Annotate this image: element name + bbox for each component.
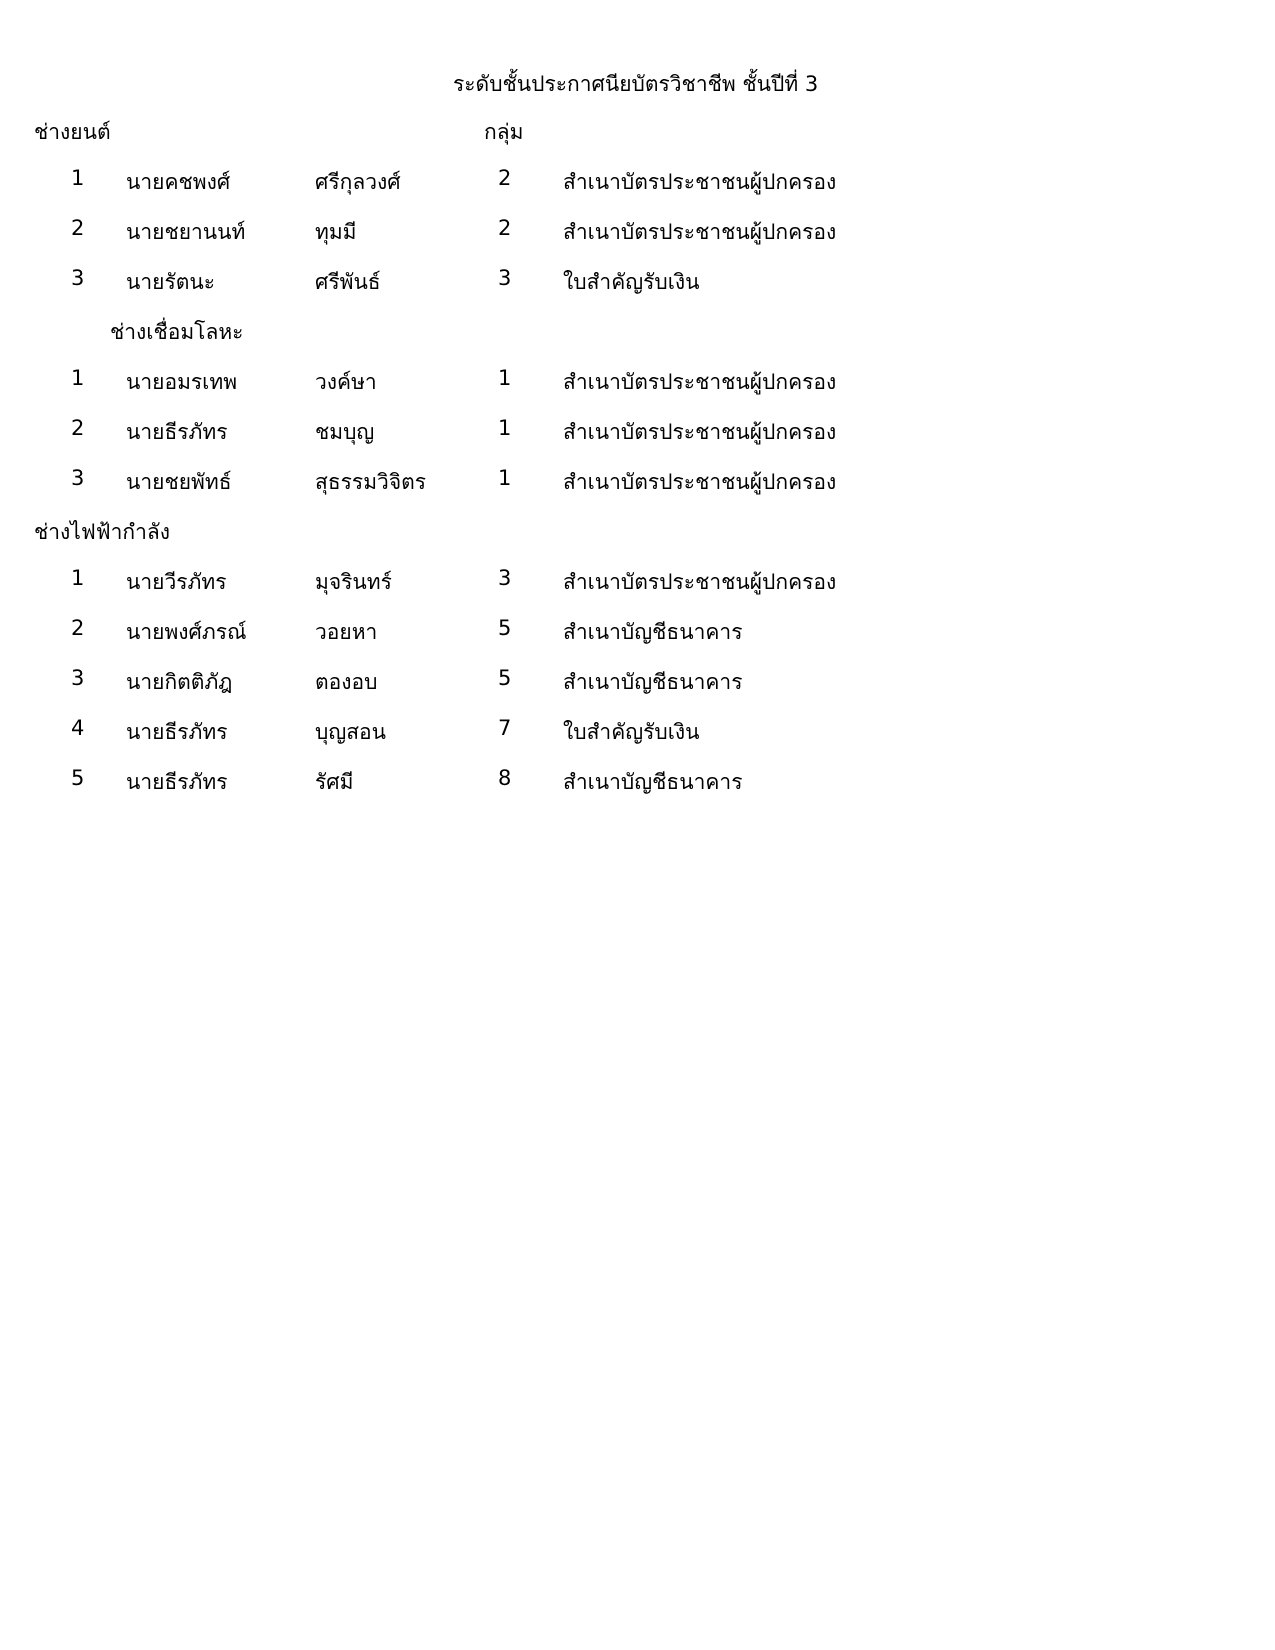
last-name: รัศมี xyxy=(315,770,354,794)
row-number: 4 xyxy=(71,716,85,740)
row-number: 2 xyxy=(71,616,85,640)
last-name: วงค์ษา xyxy=(315,370,377,394)
row-number: 1 xyxy=(71,366,85,390)
row-number: 1 xyxy=(71,566,85,590)
last-name: วอยหา xyxy=(315,620,378,644)
group-number: 7 xyxy=(498,716,512,740)
last-name: ทุมมี xyxy=(315,220,357,244)
page-title: ระดับชั้นประกาศนียบัตรวิชาชีพ ชั้นปีที่ 3 xyxy=(453,72,819,96)
table-row xyxy=(0,716,1275,746)
section-label-auto-mechanic: ช่างยนต์ xyxy=(34,120,111,144)
section-label-welding: ช่างเชื่อมโลหะ xyxy=(110,320,244,344)
first-name: นายกิตติภัฎ xyxy=(126,670,233,694)
group-column-header: กลุ่ม xyxy=(484,120,524,144)
group-number: 3 xyxy=(498,566,512,590)
row-number: 5 xyxy=(71,766,85,790)
first-name: นายธีรภัทร xyxy=(126,720,228,744)
table-row xyxy=(0,666,1275,696)
table-row xyxy=(0,266,1275,296)
first-name: นายพงศ์ภรณ์ xyxy=(126,620,247,644)
last-name: ศรีกุลวงศ์ xyxy=(315,170,401,194)
group-number: 2 xyxy=(498,216,512,240)
group-number: 8 xyxy=(498,766,512,790)
table-row xyxy=(0,366,1275,396)
document-type: สำเนาบัตรประชาชนผู้ปกครอง xyxy=(563,570,837,594)
first-name: นายธีรภัทร xyxy=(126,420,228,444)
group-number: 2 xyxy=(498,166,512,190)
row-number: 3 xyxy=(71,466,85,490)
row-number: 3 xyxy=(71,666,85,690)
document-type: สำเนาบัตรประชาชนผู้ปกครอง xyxy=(563,170,837,194)
last-name: มุจรินทร์ xyxy=(315,570,392,594)
document-type: สำเนาบัญชีธนาคาร xyxy=(563,620,743,644)
table-row xyxy=(0,466,1275,496)
table-row xyxy=(0,766,1275,796)
last-name: บุญสอน xyxy=(315,720,387,744)
document-type: ใบสำคัญรับเงิน xyxy=(563,270,700,294)
group-number: 5 xyxy=(498,616,512,640)
section-label-electrical-power: ช่างไฟฟ้ากำลัง xyxy=(34,520,171,544)
first-name: นายชยานนท์ xyxy=(126,220,246,244)
row-number: 3 xyxy=(71,266,85,290)
group-number: 5 xyxy=(498,666,512,690)
first-name: นายชยพัทธ์ xyxy=(126,470,232,494)
group-number: 1 xyxy=(498,466,512,490)
document-type: สำเนาบัตรประชาชนผู้ปกครอง xyxy=(563,370,837,394)
row-number: 2 xyxy=(71,416,85,440)
document-type: สำเนาบัตรประชาชนผู้ปกครอง xyxy=(563,420,837,444)
table-row xyxy=(0,166,1275,196)
document-type: สำเนาบัญชีธนาคาร xyxy=(563,770,743,794)
first-name: นายรัตนะ xyxy=(126,270,216,294)
document-type: สำเนาบัตรประชาชนผู้ปกครอง xyxy=(563,220,837,244)
first-name: นายวีรภัทร xyxy=(126,570,227,594)
document-type: สำเนาบัญชีธนาคาร xyxy=(563,670,743,694)
first-name: นายอมรเทพ xyxy=(126,370,238,394)
last-name: ศรีพันธ์ xyxy=(315,270,381,294)
last-name: ตองอบ xyxy=(315,670,378,694)
row-number: 1 xyxy=(71,166,85,190)
last-name: สุธรรมวิจิตร xyxy=(315,470,427,494)
first-name: นายธีรภัทร xyxy=(126,770,228,794)
table-row xyxy=(0,616,1275,646)
document-type: ใบสำคัญรับเงิน xyxy=(563,720,700,744)
table-row xyxy=(0,216,1275,246)
group-number: 3 xyxy=(498,266,512,290)
group-number: 1 xyxy=(498,366,512,390)
first-name: นายคชพงศ์ xyxy=(126,170,231,194)
last-name: ชมบุญ xyxy=(315,420,375,444)
group-number: 1 xyxy=(498,416,512,440)
document-type: สำเนาบัตรประชาชนผู้ปกครอง xyxy=(563,470,837,494)
row-number: 2 xyxy=(71,216,85,240)
table-row xyxy=(0,416,1275,446)
table-row xyxy=(0,566,1275,596)
